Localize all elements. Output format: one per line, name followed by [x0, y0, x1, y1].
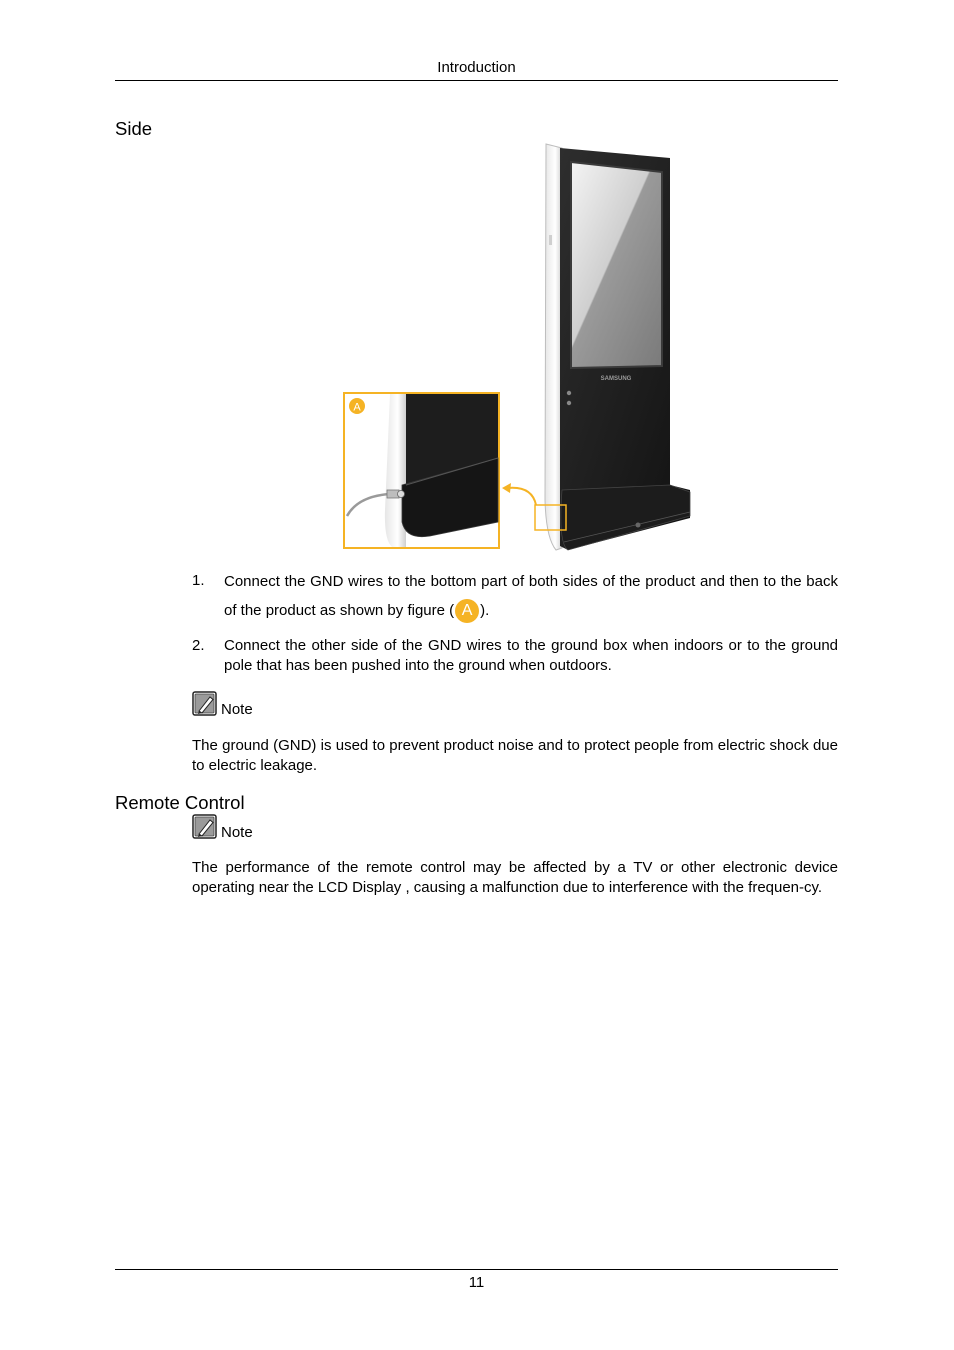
gnd-terminal-icon [398, 491, 405, 498]
section-heading-remote-control: Remote Control [115, 792, 245, 813]
note-label: Note [221, 824, 253, 841]
callout-badge-label: A [353, 401, 361, 414]
footer-rule [115, 1269, 838, 1270]
callout-detail-a [344, 393, 499, 548]
header-title: Introduction [437, 59, 516, 76]
note-pencil-icon [192, 691, 218, 717]
list-text: Connect the other side of the GND wires to the ground box when indoors or to the ground pole that has been pushed into the ground when outdoors. [224, 637, 838, 674]
section-heading-side: Side [115, 118, 153, 139]
product-side-figure [340, 140, 700, 555]
list-text-after: ). [480, 602, 490, 619]
side-button-icon [549, 235, 552, 245]
note-heading [192, 814, 272, 840]
list-number: 2. [192, 637, 205, 654]
product-illustration [340, 140, 700, 555]
note-text: The performance of the remote control may be affected by a TV or other electronic device operating near the LCD Display , causing a malfunction due to interference with the frequen-cy. [192, 859, 838, 896]
header-rule [115, 80, 838, 81]
list-text-before: Connect the GND wires to the bottom part of both sides of the product and then to the back of the product as shown by figure ( [224, 573, 838, 619]
note-pencil-icon [192, 814, 218, 840]
note-label: Note [221, 701, 253, 718]
page-number: 11 [468, 1274, 485, 1291]
note-text: The ground (GND) is used to prevent product noise and to protect people from electric shock due to electric leakage. [192, 737, 838, 774]
list-number: 1. [192, 572, 205, 589]
figure-a-badge-icon: A [455, 599, 479, 623]
list-item [192, 636, 838, 676]
list-text [224, 567, 838, 625]
arrow-icon [508, 488, 536, 505]
note-heading [192, 691, 272, 717]
brand-logo: SAMSUNG [600, 376, 632, 382]
list-item [192, 571, 838, 619]
